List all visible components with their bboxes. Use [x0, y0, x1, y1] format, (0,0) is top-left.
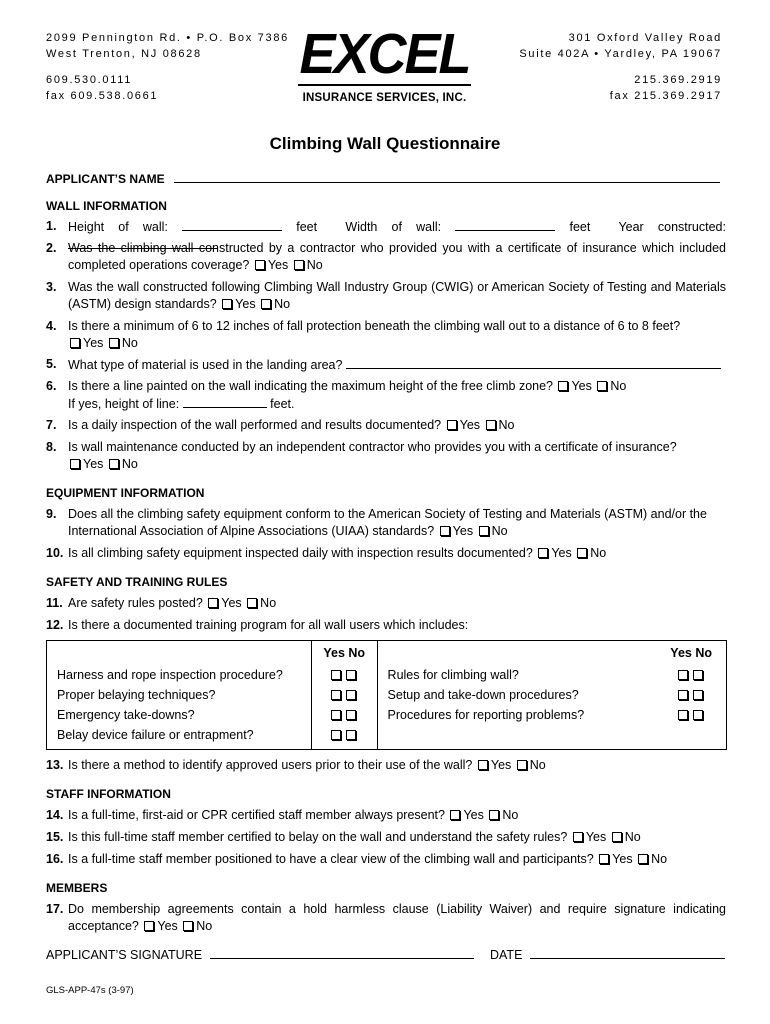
no-label: No	[196, 919, 213, 933]
section-heading-staff: STAFF INFORMATION	[46, 787, 171, 801]
yes-checkbox[interactable]	[331, 690, 341, 700]
yes-no-checkboxes	[312, 685, 377, 705]
question-3	[46, 279, 726, 313]
yes-checkbox[interactable]	[447, 420, 457, 430]
no-checkbox[interactable]	[577, 548, 587, 558]
question-number: 16.	[46, 852, 64, 866]
question-number: 9.	[46, 507, 57, 521]
training-program-table	[46, 640, 727, 750]
section-heading-wall: WALL INFORMATION	[46, 199, 167, 213]
yes-checkbox[interactable]	[208, 598, 218, 608]
question-number: 12.	[46, 618, 64, 632]
height-label: Height of wall:	[68, 220, 168, 234]
no-checkbox[interactable]	[109, 338, 119, 348]
no-label: No	[260, 596, 277, 610]
question-number: 13.	[46, 758, 64, 772]
yes-label: Yes	[571, 379, 592, 393]
question-number: 8.	[46, 440, 57, 454]
yes-checkbox[interactable]	[558, 381, 568, 391]
yes-checkbox[interactable]	[70, 459, 80, 469]
yes-label: Yes	[221, 596, 242, 610]
question-text: Is there a minimum of 6 to 12 inches of fall protection beneath the climbing wall out to a distance of 6 to 8 feet?	[68, 319, 681, 333]
no-checkbox[interactable]	[346, 710, 356, 720]
question-number: 6.	[46, 379, 57, 393]
yes-label: Yes	[83, 336, 104, 350]
question-text: Is a full-time staff member positioned to have a clear view of the climbing wall and participants?	[68, 852, 594, 866]
yes-no-checkboxes	[312, 725, 377, 745]
address-line: Suite 402A • Yardley, PA 19067	[519, 48, 722, 60]
landing-material-field[interactable]	[346, 356, 721, 369]
line-height-label: If yes, height of line:	[68, 397, 180, 411]
company-logo	[292, 22, 477, 104]
training-item: Rules for climbing wall?	[387, 668, 519, 682]
yes-checkbox[interactable]	[450, 810, 460, 820]
no-label: No	[491, 524, 508, 538]
question-12	[46, 617, 726, 634]
yes-label: Yes	[551, 546, 572, 560]
yes-checkbox[interactable]	[573, 832, 583, 842]
no-label: No	[274, 297, 291, 311]
yes-no-header: Yes No	[670, 646, 712, 660]
training-item: Belay device failure or entrapment?	[57, 728, 254, 742]
question-text: Is there a line painted on the wall indicating the maximum height of the free climb zone?	[68, 379, 553, 393]
training-item: Setup and take-down procedures?	[387, 688, 579, 702]
no-checkbox[interactable]	[294, 260, 304, 270]
yes-checkbox[interactable]	[678, 710, 688, 720]
no-checkbox[interactable]	[109, 459, 119, 469]
yes-label: Yes	[585, 830, 607, 844]
question-text: Is this full-time staff member certified to belay on the wall and understand the safety rules?	[68, 830, 568, 844]
yes-no-checkboxes	[312, 705, 377, 725]
yes-label: Yes	[490, 758, 512, 772]
height-field[interactable]	[182, 218, 282, 231]
feet-label: feet.	[270, 397, 295, 411]
no-checkbox[interactable]	[597, 381, 607, 391]
right-yes-no-cell	[656, 641, 726, 750]
training-item: Harness and rope inspection procedure?	[57, 668, 283, 682]
no-label: No	[121, 457, 138, 471]
no-label: No	[590, 546, 607, 560]
no-checkbox[interactable]	[183, 921, 193, 931]
no-label: No	[651, 852, 668, 866]
no-checkbox[interactable]	[693, 690, 703, 700]
no-label: No	[121, 336, 138, 350]
address-line: West Trenton, NJ 08628	[46, 48, 202, 60]
question-text: Do membership agreements contain a hold harmless clause (Liability Waiver) and require signature indicating acceptance?	[68, 902, 726, 933]
signature-field[interactable]	[210, 946, 474, 959]
question-text: Is a full-time, first-aid or CPR certified staff member always present?	[68, 808, 445, 822]
no-label: No	[610, 379, 627, 393]
yes-label: Yes	[459, 418, 481, 432]
no-label: No	[502, 808, 519, 822]
question-number: 2.	[46, 241, 57, 255]
line-height-field[interactable]	[183, 395, 267, 408]
yes-checkbox[interactable]	[331, 710, 341, 720]
question-text: Is a daily inspection of the wall performed and results documented?	[68, 418, 442, 432]
applicant-name-row	[46, 170, 726, 186]
question-5	[46, 356, 726, 374]
fax-line: fax 609.538.0661	[46, 90, 159, 102]
width-field[interactable]	[455, 218, 555, 231]
question-14	[46, 807, 726, 824]
yes-checkbox[interactable]	[331, 670, 341, 680]
yes-checkbox[interactable]	[222, 299, 232, 309]
section-heading-safety: SAFETY AND TRAINING RULES	[46, 575, 228, 589]
yes-checkbox[interactable]	[678, 690, 688, 700]
yes-label: Yes	[267, 258, 289, 272]
year-label: Year constructed:	[618, 220, 726, 234]
phone-line: 609.530.0111	[46, 74, 133, 86]
yes-label: Yes	[463, 808, 484, 822]
question-text: Are safety rules posted?	[68, 596, 203, 610]
question-number: 7.	[46, 418, 57, 432]
logo-name: EXCEL	[299, 22, 470, 86]
question-text: Was the climbing wall constructed by a contractor who provided you with a certificate of insurance which included completed operations coverage?	[68, 241, 726, 272]
yes-no-checkboxes	[656, 685, 726, 705]
yes-checkbox[interactable]	[255, 260, 265, 270]
yes-no-checkboxes	[312, 665, 377, 685]
question-9	[46, 506, 726, 540]
question-number: 15.	[46, 830, 64, 844]
yes-checkbox[interactable]	[331, 730, 341, 740]
question-11	[46, 595, 726, 612]
no-label: No	[624, 830, 641, 844]
no-checkbox[interactable]	[261, 299, 271, 309]
right-items-cell	[377, 641, 656, 750]
no-checkbox[interactable]	[479, 526, 489, 536]
logo-subtitle: INSURANCE SERVICES, INC.	[302, 92, 467, 104]
yes-no-header: Yes No	[323, 646, 366, 660]
yes-checkbox[interactable]	[144, 921, 154, 931]
question-text: Is all climbing safety equipment inspected daily with inspection results documented?	[68, 546, 533, 560]
question-16	[46, 851, 726, 868]
header-right-address	[519, 30, 722, 104]
left-yes-no-cell	[311, 641, 377, 750]
training-item: Proper belaying techniques?	[57, 688, 216, 702]
yes-no-checkboxes	[656, 665, 726, 685]
no-checkbox[interactable]	[612, 832, 622, 842]
question-number: 11.	[46, 596, 63, 610]
section-heading-members: MEMBERS	[46, 881, 108, 895]
question-text: Is there a method to identify approved users prior to their use of the wall?	[68, 758, 473, 772]
yes-label: Yes	[83, 457, 104, 471]
no-checkbox[interactable]	[247, 598, 257, 608]
question-text: Is wall maintenance conducted by an independent contractor who provides you with a certificate of insurance?	[68, 440, 677, 454]
width-label: Width of wall:	[345, 220, 442, 234]
no-checkbox[interactable]	[693, 670, 703, 680]
yes-checkbox[interactable]	[440, 526, 450, 536]
feet-label: feet	[296, 220, 318, 234]
yes-label: Yes	[235, 297, 256, 311]
question-number: 14.	[46, 808, 64, 822]
yes-label: Yes	[157, 919, 178, 933]
question-8	[46, 439, 726, 473]
section-heading-equipment: EQUIPMENT INFORMATION	[46, 486, 205, 500]
yes-checkbox[interactable]	[478, 760, 488, 770]
yes-checkbox[interactable]	[678, 670, 688, 680]
yes-label: Yes	[452, 524, 474, 538]
question-number: 1.	[46, 219, 57, 233]
no-label: No	[529, 758, 546, 772]
yes-no-checkboxes	[656, 705, 726, 725]
signature-label: APPLICANT’S SIGNATURE	[46, 948, 203, 962]
no-checkbox[interactable]	[346, 690, 356, 700]
question-text: What type of material is used in the landing area?	[68, 358, 343, 372]
phone-line: 215.369.2919	[634, 74, 722, 86]
question-number: 4.	[46, 319, 57, 333]
yes-checkbox[interactable]	[70, 338, 80, 348]
no-checkbox[interactable]	[517, 760, 527, 770]
no-label: No	[306, 258, 323, 272]
left-items-cell	[47, 641, 312, 750]
training-item: Emergency take-downs?	[57, 708, 195, 722]
question-number: 5.	[46, 357, 57, 371]
signature-row	[46, 946, 474, 962]
address-line: 301 Oxford Valley Road	[568, 32, 722, 44]
form-title: Climbing Wall Questionnaire	[269, 134, 501, 153]
no-checkbox[interactable]	[693, 710, 703, 720]
question-6	[46, 378, 726, 413]
question-13	[46, 757, 726, 774]
no-checkbox[interactable]	[489, 810, 499, 820]
question-number: 3.	[46, 280, 57, 294]
question-17	[46, 901, 726, 935]
no-checkbox[interactable]	[638, 854, 648, 864]
applicant-name-label: APPLICANT’S NAME	[46, 172, 165, 186]
header-left-address	[46, 30, 289, 104]
training-item: Procedures for reporting problems?	[387, 708, 585, 722]
address-line: 2099 Pennington Rd. • P.O. Box 7386	[46, 32, 289, 44]
feet-label: feet	[569, 220, 591, 234]
question-text: Is there a documented training program for all wall users which includes:	[68, 618, 469, 632]
no-label: No	[498, 418, 515, 432]
question-10	[46, 545, 726, 562]
no-checkbox[interactable]	[346, 670, 356, 680]
yes-label: Yes	[612, 852, 633, 866]
no-checkbox[interactable]	[346, 730, 356, 740]
form-code: GLS-APP-47s (3-97)	[46, 985, 134, 996]
question-number: 17.	[46, 902, 64, 916]
fax-line: fax 215.369.2917	[609, 90, 722, 102]
question-4	[46, 318, 726, 352]
question-number: 10.	[46, 546, 64, 560]
yes-checkbox[interactable]	[538, 548, 548, 558]
question-15	[46, 829, 726, 846]
no-checkbox[interactable]	[486, 420, 496, 430]
applicant-name-field[interactable]	[174, 170, 720, 183]
date-row	[490, 946, 725, 962]
date-field[interactable]	[530, 946, 725, 959]
date-label: DATE	[490, 948, 523, 962]
question-7	[46, 417, 726, 434]
yes-checkbox[interactable]	[599, 854, 609, 864]
question-2	[46, 240, 726, 274]
question-text: Does all the climbing safety equipment conform to the American Society of Testing and Materials (ASTM) and/or the International Association of Alpine Associations (UIAA) standards?	[68, 507, 707, 538]
question-text: Was the wall constructed following Climbing Wall Industry Group (CWIG) or American Society of Testing and Materials (ASTM) design standards?	[68, 280, 726, 311]
